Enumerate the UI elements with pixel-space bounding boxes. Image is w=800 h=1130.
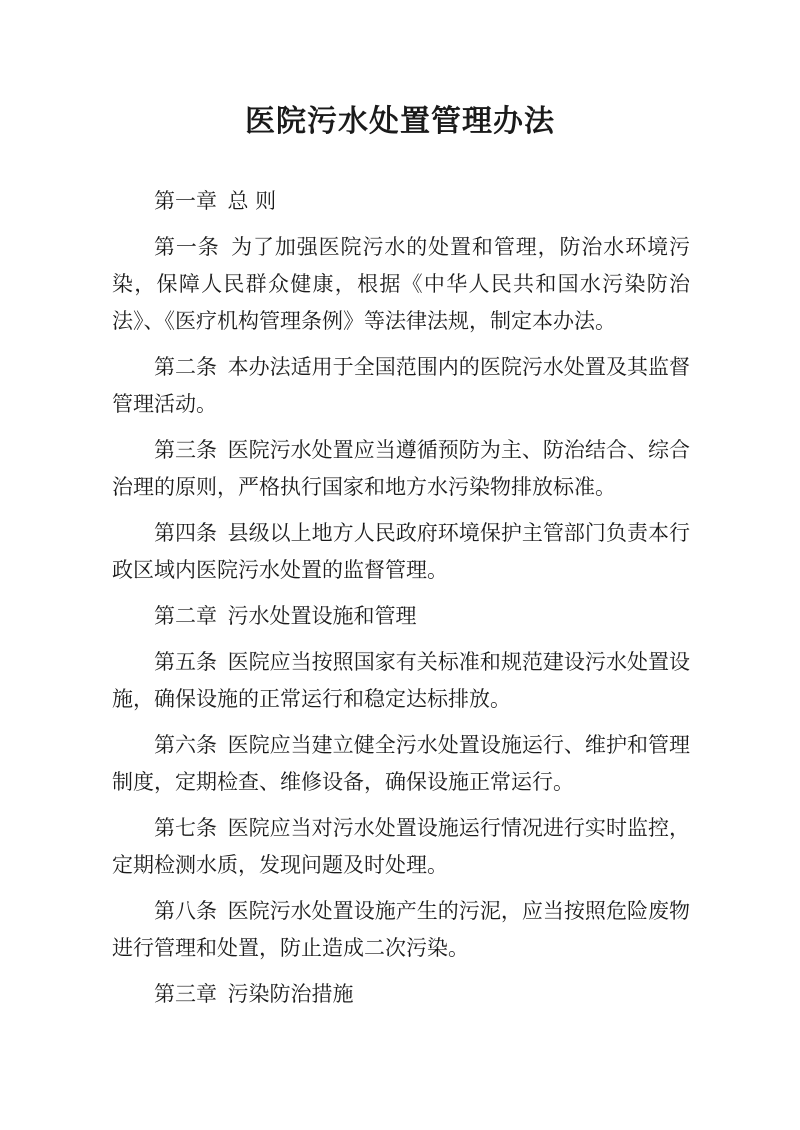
article-number: 第五条 xyxy=(154,650,218,674)
chapter-heading xyxy=(112,183,690,220)
article-paragraph xyxy=(112,515,690,589)
article-number: 第二条 xyxy=(154,355,218,379)
chapter-number: 第三章 xyxy=(154,982,217,1006)
article-paragraph xyxy=(112,432,690,506)
chapter-number: 第二章 xyxy=(154,604,217,628)
chapter-heading xyxy=(112,598,690,635)
chapter-title: 污水处置设施和管理 xyxy=(227,604,417,628)
chapter-number: 第一章 xyxy=(154,189,217,213)
article-number: 第一条 xyxy=(154,235,220,259)
article-paragraph xyxy=(112,893,690,967)
article-paragraph xyxy=(112,810,690,884)
document-title: 医院污水处置管理办法 xyxy=(245,104,555,139)
article-number: 第三条 xyxy=(154,438,218,462)
article-text: 医院应当建立健全污水处置设施运行、维护和管理制度，定期检查、维修设备，确保设施正常运行。 xyxy=(112,733,691,794)
article-text: 医院污水处置设施产生的污泥，应当按照危险废物进行管理和处置，防止造成二次污染。 xyxy=(112,899,691,960)
article-paragraph xyxy=(112,229,690,340)
article-paragraph xyxy=(112,644,690,718)
article-text: 医院应当对污水处置设施运行情况进行实时监控，定期检测水质，发现问题及时处理。 xyxy=(112,816,691,877)
article-number: 第六条 xyxy=(154,733,218,757)
article-text: 为了加强医院污水的处置和管理，防治水环境污染，保障人民群众健康，根据《中华人民共和国水污染防治法》、《医疗机构管理条例》等法律法规，制定本办法。 xyxy=(112,235,690,333)
article-text: 县级以上地方人民政府环境保护主管部门负责本行政区域内医院污水处置的监督管理。 xyxy=(112,521,691,582)
article-paragraph xyxy=(112,727,690,801)
article-text: 医院污水处置应当遵循预防为主、防治结合、综合治理的原则，严格执行国家和地方水污染物排放标准。 xyxy=(112,438,691,499)
article-number: 第四条 xyxy=(154,521,218,545)
chapter-title: 污染防治措施 xyxy=(227,982,354,1006)
article-text: 医院应当按照国家有关标准和规范建设污水处置设施，确保设施的正常运行和稳定达标排放。 xyxy=(112,650,691,711)
document-body xyxy=(112,183,690,1022)
article-paragraph xyxy=(112,349,690,423)
article-text: 本办法适用于全国范围内的医院污水处置及其监督管理活动。 xyxy=(112,355,691,416)
chapter-title: 总 则 xyxy=(227,189,277,213)
article-number: 第七条 xyxy=(154,816,218,840)
article-number: 第八条 xyxy=(154,899,218,923)
chapter-heading xyxy=(112,976,690,1013)
